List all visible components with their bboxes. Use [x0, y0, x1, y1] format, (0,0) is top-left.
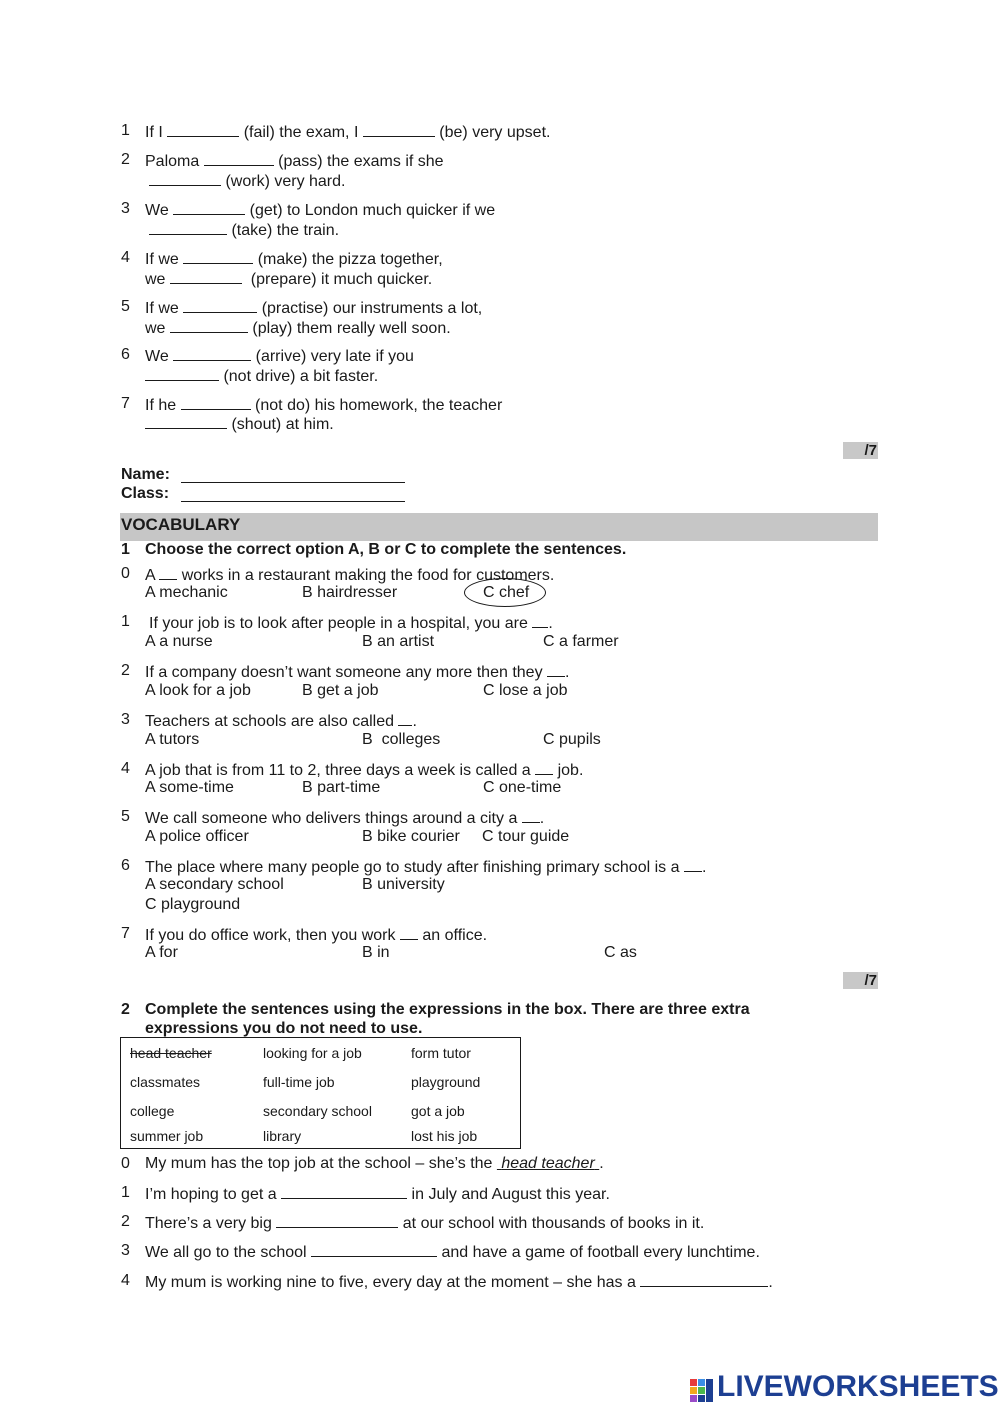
score-box: /7 — [843, 442, 878, 459]
expression-used: head teacher — [130, 1045, 212, 1061]
item-number: 1 — [121, 1184, 130, 1201]
answer-blank[interactable] — [522, 808, 540, 823]
option-b[interactable]: B part-time — [302, 779, 381, 796]
vocabulary-heading: VOCABULARY — [121, 515, 241, 534]
answer-blank[interactable] — [145, 414, 227, 429]
grammar-item-3-line2: (take) the train. — [149, 220, 339, 240]
answer-blank[interactable] — [400, 925, 418, 940]
answer-blank[interactable] — [535, 760, 553, 775]
item-number: 4 — [121, 760, 130, 777]
grammar-item-2-line2: (work) very hard. — [149, 171, 345, 191]
option-c[interactable]: C as — [604, 944, 637, 961]
answer-blank[interactable] — [170, 318, 248, 333]
expression: lost his job — [411, 1128, 478, 1144]
item-number: 6 — [121, 857, 130, 874]
option-b[interactable]: B in — [362, 944, 390, 961]
expression: form tutor — [411, 1045, 471, 1061]
grammar-item-4: If we (make) the pizza together, — [145, 251, 443, 268]
vocab-question: If a company doesn’t want someone any more then they . — [145, 664, 570, 681]
completion-sentence: My mum is working nine to five, every day at the moment – she has a . — [145, 1274, 773, 1291]
option-c[interactable]: C pupils — [543, 731, 601, 748]
answer-blank[interactable] — [204, 151, 274, 166]
grammar-item-5-line2: we (play) them really well soon. — [145, 320, 451, 337]
option-a[interactable]: A some-time — [145, 779, 234, 796]
item-number: 0 — [121, 565, 130, 582]
answer-blank[interactable] — [183, 298, 257, 313]
answer-blank[interactable] — [181, 395, 251, 410]
item-number: 7 — [121, 925, 130, 942]
item-number: 1 — [121, 122, 130, 139]
answer-blank[interactable] — [311, 1242, 437, 1257]
vocab-question: Teachers at schools are also called . — [145, 713, 417, 730]
answer-blank[interactable] — [183, 249, 253, 264]
option-a[interactable]: A police officer — [145, 828, 249, 845]
option-c[interactable]: C chef — [483, 584, 530, 601]
exercise-number: 1 — [121, 541, 130, 558]
item-number: 2 — [121, 662, 130, 679]
exercise-instruction-cont: expressions you do not need to use. — [145, 1020, 423, 1037]
expression: college — [130, 1103, 175, 1119]
grammar-item-7: If he (not do) his homework, the teacher — [145, 397, 503, 414]
item-number: 2 — [121, 151, 130, 168]
expression: got a job — [411, 1103, 465, 1119]
answer-blank[interactable] — [640, 1272, 768, 1287]
answer-blank[interactable] — [281, 1184, 407, 1199]
answer-blank[interactable] — [149, 220, 227, 235]
option-a[interactable]: A a nurse — [145, 633, 213, 650]
item-number: 3 — [121, 711, 130, 728]
answer-blank[interactable] — [398, 711, 412, 726]
exercise-number: 2 — [121, 1001, 130, 1018]
item-number: 3 — [121, 1242, 130, 1259]
answer-blank[interactable] — [684, 857, 702, 872]
grammar-item-4-line2: we (prepare) it much quicker. — [145, 271, 433, 288]
option-c[interactable]: C lose a job — [483, 682, 568, 699]
item-number: 5 — [121, 298, 130, 315]
expression: library — [263, 1128, 302, 1144]
option-b[interactable]: B an artist — [362, 633, 435, 650]
selected-answer-circle — [464, 578, 546, 607]
option-a[interactable]: A for — [145, 944, 178, 961]
item-number: 0 — [121, 1155, 130, 1172]
option-b[interactable]: B bike courier — [362, 828, 460, 845]
item-number: 1 — [121, 613, 130, 630]
option-c[interactable]: C tour guide — [482, 828, 570, 845]
grammar-item-7-line2: (shout) at him. — [145, 414, 334, 434]
answer-blank[interactable] — [363, 122, 435, 137]
option-a[interactable]: A tutors — [145, 731, 200, 748]
expression: secondary school — [263, 1103, 372, 1119]
option-b[interactable]: B university — [362, 876, 445, 893]
item-number: 3 — [121, 200, 130, 217]
grammar-item-1: If I (fail) the exam, I (be) very upset. — [145, 124, 551, 141]
example-answer: head teacher — [501, 1155, 595, 1172]
vocab-question: We call someone who delivers things around a city a . — [145, 810, 545, 827]
grammar-item-5: If we (practise) our instruments a lot, — [145, 300, 483, 317]
expression: classmates — [130, 1074, 201, 1090]
answer-blank[interactable] — [145, 366, 219, 381]
answer-blank[interactable] — [173, 200, 245, 215]
vocab-question: If you do office work, then you work an office. — [145, 927, 488, 944]
item-number: 7 — [121, 395, 130, 412]
option-b[interactable]: B hairdresser — [302, 584, 398, 601]
answer-blank[interactable] — [167, 122, 239, 137]
name-field[interactable] — [181, 466, 405, 483]
class-field[interactable] — [181, 485, 405, 502]
exercise-instruction: Complete the sentences using the expressions in the box. There are three extra — [145, 1001, 750, 1018]
option-a[interactable]: A secondary school — [145, 876, 284, 893]
item-number: 4 — [121, 1272, 130, 1289]
answer-blank[interactable] — [276, 1213, 398, 1228]
completion-sentence: I’m hoping to get a in July and August this year. — [145, 1186, 610, 1203]
class-label: Class: — [121, 485, 170, 502]
option-c[interactable]: C playground — [145, 896, 241, 913]
option-b[interactable]: B get a job — [302, 682, 379, 699]
vocabulary-heading-bar — [120, 513, 878, 541]
option-c[interactable]: C a farmer — [543, 633, 619, 650]
expression: summer job — [130, 1128, 204, 1144]
answer-blank[interactable] — [173, 346, 251, 361]
answer-blank[interactable] — [532, 613, 548, 628]
completion-sentence: We all go to the school and have a game of football every lunchtime. — [145, 1244, 760, 1261]
expressions-box — [120, 1037, 521, 1149]
vocab-question: If your job is to look after people in a hospital, you are . — [149, 615, 553, 632]
completion-sentence: My mum has the top job at the school – she’s the head teacher . — [145, 1155, 604, 1172]
grammar-item-3: We (get) to London much quicker if we — [145, 202, 496, 219]
grammar-item-6-line2: (not drive) a bit faster. — [145, 366, 378, 386]
option-a[interactable]: A look for a job — [145, 682, 251, 699]
vocab-question: A job that is from 11 to 2, three days a week is called a job. — [145, 762, 584, 779]
answer-blank[interactable] — [170, 269, 242, 284]
option-a[interactable]: A mechanic — [145, 584, 228, 601]
name-label: Name: — [121, 466, 170, 483]
answer-blank[interactable] — [149, 171, 221, 186]
liveworksheets-logo-icon — [690, 1373, 714, 1403]
vocab-question: The place where many people go to study after finishing primary school is a . — [145, 859, 707, 876]
exercise-instruction: Choose the correct option A, B or C to complete the sentences. — [145, 541, 627, 558]
vocab-question: A works in a restaurant making the food for customers. — [145, 567, 555, 584]
expression: playground — [411, 1074, 481, 1090]
liveworksheets-wordmark: LIVEWORKSHEETS — [717, 1370, 999, 1403]
item-number: 5 — [121, 808, 130, 825]
option-b[interactable]: B colleges — [362, 731, 441, 748]
grammar-item-6: We (arrive) very late if you — [145, 348, 414, 365]
expression: full-time job — [263, 1074, 335, 1090]
item-number: 2 — [121, 1213, 130, 1230]
item-number: 4 — [121, 249, 130, 266]
answer-blank — [159, 565, 177, 580]
expression: looking for a job — [263, 1045, 362, 1061]
grammar-item-2: Paloma (pass) the exams if she — [145, 153, 444, 170]
completion-sentence: There’s a very big at our school with thousands of books in it. — [145, 1215, 705, 1232]
score-box: /7 — [843, 972, 878, 989]
option-c[interactable]: C one-time — [483, 779, 562, 796]
answer-blank[interactable] — [547, 662, 565, 677]
item-number: 6 — [121, 346, 130, 363]
